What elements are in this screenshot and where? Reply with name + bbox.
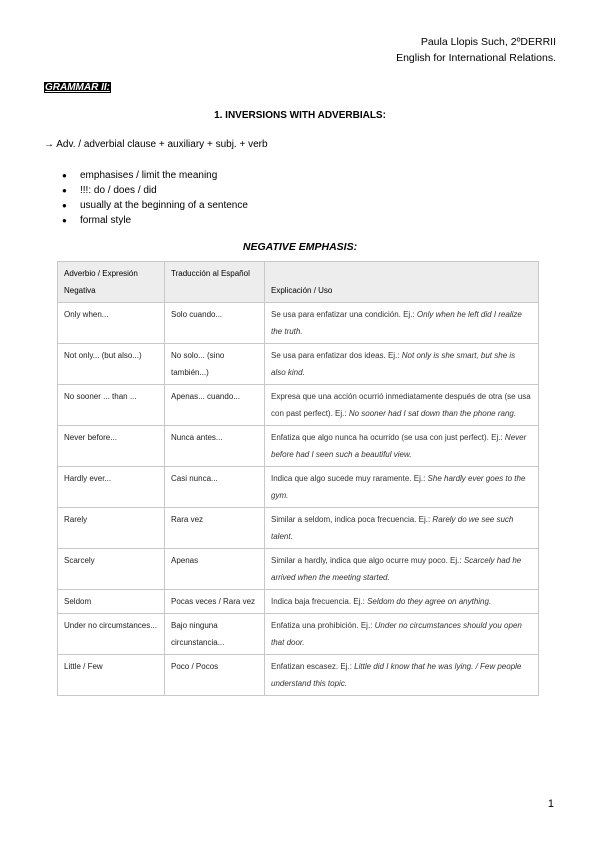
translation-cell: Bajo ninguna circunstancia... (165, 614, 265, 655)
column-header: Adverbio / Expresión Negativa (58, 262, 165, 303)
explanation-text: Similar a hardly, indica que algo ocurre muy poco. Ej.: (271, 556, 462, 565)
translation-cell: Nunca antes... (165, 426, 265, 467)
bullet-item: ● usually at the beginning of a sentence (62, 198, 248, 213)
table-row (58, 467, 539, 508)
explanation-cell (265, 549, 539, 590)
translation-cell: Poco / Pocos (165, 655, 265, 696)
section-heading: 1. INVERSIONS WITH ADVERBIALS: (214, 110, 386, 121)
table-row (58, 508, 539, 549)
translation-cell: Apenas... cuando... (165, 385, 265, 426)
bullet-item: ● !!!: do / does / did (62, 183, 248, 198)
course-line: English for International Relations. (396, 52, 556, 64)
explanation-text: Se usa para enfatizar dos ideas. Ej.: (271, 351, 400, 360)
explanation-cell (265, 385, 539, 426)
adverb-cell: Rarely (58, 508, 165, 549)
adverb-cell: Seldom (58, 590, 165, 614)
adverb-cell: Little / Few (58, 655, 165, 696)
document-header (396, 34, 556, 66)
translation-cell: Casi nunca... (165, 467, 265, 508)
adverb-cell: No sooner ... than ... (58, 385, 165, 426)
table-row (58, 614, 539, 655)
table-row (58, 655, 539, 696)
explanation-cell (265, 508, 539, 549)
translation-cell: Pocas veces / Rara vez (165, 590, 265, 614)
column-header: Explicación / Uso (265, 262, 539, 303)
translation-cell: Solo cuando... (165, 303, 265, 344)
adverb-cell: Under no circumstances... (58, 614, 165, 655)
example-sentence: She hardly ever goes to the gym. (271, 474, 526, 500)
explanation-text: Indica baja frecuencia. Ej.: (271, 597, 365, 606)
explanation-cell (265, 467, 539, 508)
page-number: 1 (547, 798, 554, 810)
example-sentence: Not only is she smart, but she is also kind. (271, 351, 516, 377)
example-sentence: Little did I know that he was lying. / Few people understand this topic. (271, 662, 522, 688)
column-header: Traducción al Español (165, 262, 265, 303)
bullet-item: ● emphasises / limit the meaning (62, 168, 248, 183)
structure-formula: → Adv. / adverbial clause + auxiliary + subj. + verb (44, 139, 268, 150)
translation-cell: No solo... (sino también...) (165, 344, 265, 385)
explanation-cell (265, 614, 539, 655)
translation-cell: Apenas (165, 549, 265, 590)
table-header-row (58, 262, 539, 303)
example-sentence: Only when he left did I realize the truth. (271, 310, 522, 336)
explanation-text: Se usa para enfatizar una condición. Ej.: (271, 310, 415, 319)
example-sentence: Never before had I seen such a beautiful view. (271, 433, 527, 459)
explanation-cell (265, 426, 539, 467)
negative-emphasis-table (57, 261, 539, 696)
explanation-text: Enfatiza una prohibición. Ej.: (271, 621, 373, 630)
table-row (58, 344, 539, 385)
adverb-cell: Scarcely (58, 549, 165, 590)
table-row (58, 303, 539, 344)
explanation-cell (265, 303, 539, 344)
explanation-text: Enfatizan escasez. Ej.: (271, 662, 352, 671)
adverb-cell: Not only... (but also...) (58, 344, 165, 385)
explanation-cell (265, 590, 539, 614)
explanation-text: Enfatiza que algo nunca ha ocurrido (se usa con just perfect). Ej.: (271, 433, 503, 442)
explanation-text: Indica que algo sucede muy raramente. Ej.: (271, 474, 426, 483)
bullet-item: ● formal style (62, 213, 248, 228)
table-row (58, 549, 539, 590)
adverb-cell: Only when... (58, 303, 165, 344)
table-row (58, 426, 539, 467)
author-line: Paula Llopis Such, 2ºDERRII (420, 36, 556, 48)
table-heading: NEGATIVE EMPHASIS: (242, 241, 358, 253)
example-sentence: Scarcely had he arrived when the meeting started. (271, 556, 522, 582)
bullet-list (62, 168, 248, 228)
adverb-cell: Hardly ever... (58, 467, 165, 508)
section-label: GRAMMAR II: (45, 82, 110, 93)
example-sentence: No sooner had I sat down than the phone rang. (348, 409, 517, 418)
example-sentence: Rarely do we see such talent. (271, 515, 514, 541)
adverb-cell: Never before... (58, 426, 165, 467)
table-row (58, 590, 539, 614)
explanation-cell (265, 655, 539, 696)
example-sentence: Under no circumstances should you open that door. (271, 621, 522, 647)
explanation-text: Expresa que una acción ocurrió inmediatamente después de otra (se usa con past perfect). Ej.: (271, 392, 531, 418)
table-row (58, 385, 539, 426)
translation-cell: Rara vez (165, 508, 265, 549)
explanation-cell (265, 344, 539, 385)
example-sentence: Seldom do they agree on anything. (367, 597, 492, 606)
explanation-text: Similar a seldom, indica poca frecuencia. Ej.: (271, 515, 431, 524)
